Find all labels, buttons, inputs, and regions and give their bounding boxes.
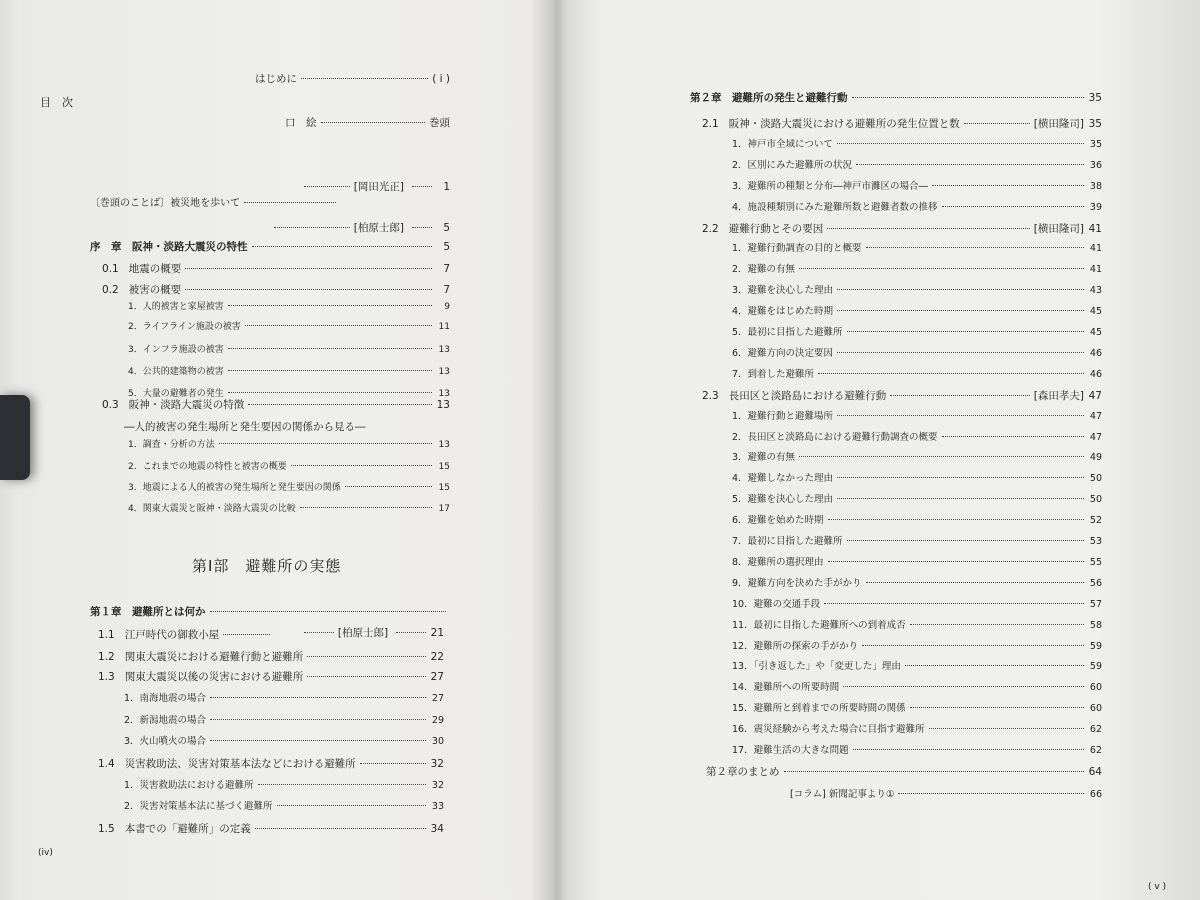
toc-author-line [300,180,450,194]
toc-entry [732,201,1102,215]
leader-dots [827,228,1030,229]
leader-dots [818,373,1084,374]
toc-entry [128,320,450,334]
leader-dots [799,268,1084,269]
toc-text: 9．避難方向を決めた手がかり [732,578,862,589]
toc-text: 序 章 阪神・淡路大震災の特性 [90,241,248,253]
toc-text: 3．避難を決心した理由 [732,285,834,296]
toc-entry [732,263,1102,277]
toc-text: 2．ライフライン施設の被害 [128,322,241,332]
toc-text: 16．震災経験から考えた場合に目指す避難所 [732,724,925,735]
toc-text: はじめに [255,73,297,85]
toc-page: 47 [1088,390,1102,402]
toc-entry-frontispiece [255,116,450,130]
toc-text: 13．「引き返した」や「変更した」理由 [732,661,901,672]
leader-dots [248,404,432,405]
toc-entry [732,326,1102,340]
leader-dots [185,289,432,290]
leader-dots [245,325,432,326]
toc-text: 〔巻頭のことば〕被災地を歩いて [90,198,241,209]
toc-entry [732,242,1102,256]
toc-page: 7 [443,284,450,296]
leader-dots [964,123,1030,124]
toc-page: 17 [438,504,450,514]
leader-dots [910,624,1084,625]
leader-dots [837,289,1084,290]
toc-number: 0.1 [102,263,119,275]
toc-page: 66 [1089,789,1102,800]
toc-page: 30 [431,736,444,747]
leader-dots [862,645,1084,646]
toc-text: 17．避難生活の大きな問題 [732,745,849,756]
toc-text: 地震の概要 [128,263,182,275]
toc-page: 59 [1089,661,1102,672]
toc-page: 45 [1089,327,1102,338]
toc-entry [732,640,1102,654]
leader-dots [307,676,426,677]
toc-text: 4．避難をはじめた時期 [732,306,834,317]
toc-text: 2．区別にみた避難所の状況 [732,160,853,171]
leader-dots [228,348,432,349]
toc-text: 4．施設種類別にみた避難所数と避難者数の推移 [732,202,938,213]
leader-dots [837,352,1084,353]
toc-text: 関東大震災以後の災害における避難所 [124,671,304,683]
toc-page: 35 [1088,92,1102,104]
toc-text: 3．インフラ施設の被害 [128,345,224,355]
toc-text: 1．人的被害と家屋被害 [128,302,224,312]
toc-page: 11 [438,322,450,332]
toc-page: 49 [1089,452,1102,463]
toc-page: 5 [443,241,450,253]
toc-page: 1 [443,181,450,193]
toc-entry-preface [255,72,450,86]
leader-dots [300,507,432,508]
toc-entry [732,702,1102,716]
toc-entry [732,535,1102,549]
leader-dots [929,728,1084,729]
leader-dots [905,665,1084,666]
toc-page: 15 [438,462,450,472]
toc-text: 3．避難所の種類と分布―神戸市灘区の場合― [732,181,929,192]
toc-text: 口 絵 [285,117,317,129]
toc-page: 50 [1089,494,1102,505]
toc-page: 21 [430,627,445,639]
toc-page: 34 [430,823,444,835]
toc-number: 1.5 [98,823,115,835]
leader-dots [360,763,426,764]
toc-page: 43 [1089,285,1102,296]
toc-number: 2.1 [702,118,719,130]
leader-dots [252,246,433,247]
toc-author: [岡田光正] [353,181,404,193]
toc-page: 27 [430,671,444,683]
toc-author: [柏原士郎] [353,222,404,234]
toc-author: [横田隆司] [1033,118,1084,130]
toc-entry [128,300,450,314]
toc-text: 被害の概要 [128,284,182,296]
toc-number: 0.3 [102,399,119,411]
leader-dots [223,634,270,635]
leader-dots [244,202,336,203]
toc-entry [124,779,444,793]
toc-text: 第２章のまとめ [706,766,780,778]
leader-dots [847,331,1084,332]
leader-dots [210,611,447,612]
leader-dots [942,206,1084,207]
leader-dots [866,582,1084,583]
leader-dots [219,443,432,444]
toc-page: 13 [436,399,450,411]
toc-entry [732,368,1102,382]
toc-entry [128,365,450,379]
leader-dots [210,719,426,720]
toc-page: 13 [438,440,450,450]
toc-entry-opening-words [90,197,340,211]
toc-page: 45 [1089,306,1102,317]
toc-text: 6．避難方向の決定要因 [732,348,834,359]
toc-text: 災害救助法、災害対策基本法などにおける避難所 [124,758,356,770]
toc-text: 江戸時代の御救小屋 [124,629,220,641]
leader-dots [853,749,1084,750]
toc-text: 7．到着した避難所 [732,369,815,380]
toc-entry [124,800,444,814]
toc-number: 0.2 [102,284,119,296]
toc-text: ―人的被害の発生場所と発生要因の関係から見る― [124,421,366,433]
toc-entry [732,472,1102,486]
toc-text: 14．避難所への所要時間 [732,682,840,693]
toc-text: 1．神戸市全域について [732,139,833,150]
toc-page: 13 [438,367,450,377]
toc-text: 12．避難所の探索の手がかり [732,641,859,652]
leader-dots [784,771,1085,772]
toc-page: 32 [430,758,444,770]
toc-author: [横田隆司] [1033,223,1084,235]
toc-entry [102,262,450,276]
toc-page: 巻頭 [429,117,450,129]
page-folio-right: ( v ) [1148,882,1167,892]
part-heading: 第Ⅰ部 避難所の実態 [192,557,342,575]
toc-page: 52 [1089,515,1102,526]
leader-dots [824,603,1084,604]
toc-text: 阪神・淡路大震災における避難所の発生位置と数 [728,118,960,130]
toc-text: 本書での「避難所」の定義 [124,823,251,835]
toc-entry [128,438,450,452]
toc-entry [98,650,444,664]
toc-page: 33 [431,801,444,812]
toc-entry [732,180,1102,194]
toc-entry [98,628,288,642]
toc-entry [98,670,444,684]
toc-page: 46 [1089,369,1102,380]
toc-entry [732,744,1102,758]
toc-text: 2．避難の有無 [732,264,796,275]
leader-dots [301,78,428,79]
toc-page: 62 [1089,745,1102,756]
toc-page: 50 [1089,473,1102,484]
toc-text: 7．最初に目指した避難所 [732,536,843,547]
toc-entry [702,222,1102,236]
toc-text: 長田区と淡路島における避難行動 [728,390,887,402]
toc-page: 39 [1089,202,1102,213]
leader-dots [255,828,426,829]
toc-page: 58 [1089,620,1102,631]
toc-text: 4．避難しなかった理由 [732,473,834,484]
toc-page: 29 [431,715,444,726]
toc-entry [732,138,1102,152]
toc-number: 2.2 [702,223,719,235]
leader-dots [866,247,1084,248]
leader-dots [837,143,1084,144]
toc-entry [128,343,450,357]
toc-page: 32 [431,780,444,791]
toc-page: 60 [1089,703,1102,714]
toc-author-line [270,221,450,235]
toc-author-line [300,626,444,640]
toc-page: 47 [1089,432,1102,443]
leader-dots [277,805,426,806]
toc-text: 阪神・淡路大震災の特徴 [128,399,245,411]
leader-dots [843,686,1084,687]
toc-number: 1.3 [98,671,115,683]
toc-entry [732,284,1102,298]
toc-number: 1.2 [98,651,115,663]
toc-text: 3．地震による人的被害の発生場所と発生要因の関係 [128,483,341,493]
leader-dots [258,784,426,785]
toc-page: 62 [1089,724,1102,735]
toc-text: 3．火山噴火の場合 [124,736,207,747]
toc-entry [124,420,444,434]
toc-page: 7 [443,263,450,275]
toc-entry [124,692,444,706]
toc-page: 64 [1088,766,1102,778]
leader-dots [942,436,1084,437]
leader-dots [852,97,1085,98]
toc-text: 第１章 避難所とは何か [90,606,206,618]
leader-dots [837,415,1084,416]
toc-page: 41 [1089,264,1102,275]
toc-entry [128,481,450,495]
toc-page: 9 [444,302,450,312]
toc-page: 59 [1089,641,1102,652]
toc-page: 5 [443,222,450,234]
toc-text: 2．長田区と淡路島における避難行動調査の概要 [732,432,938,443]
dark-object-shadow [0,395,30,480]
toc-text: 3．避難の有無 [732,452,796,463]
leader-dots [898,793,1084,794]
toc-page: 55 [1089,557,1102,568]
toc-page: 35 [1088,118,1102,130]
toc-number: 2.3 [702,390,719,402]
leader-dots [291,465,432,466]
leader-dots [304,632,334,633]
toc-entry [732,598,1102,612]
toc-entry [732,556,1102,570]
toc-entry [732,514,1102,528]
page-folio-left: (iv) [38,848,53,858]
toc-entry [732,619,1102,633]
toc-entry [732,577,1102,591]
toc-page: 41 [1088,223,1102,235]
toc-text: 5．避難を決心した理由 [732,494,834,505]
leader-dots [321,122,426,123]
leader-dots [910,707,1084,708]
toc-text: 8．避難所の選択理由 [732,557,824,568]
toc-entry [732,431,1102,445]
toc-text: 6．避難を始めた時期 [732,515,824,526]
toc-text: 避難行動とその要因 [728,223,824,235]
toc-text: 1．調査・分析の方法 [128,440,215,450]
toc-text: 5．大量の避難者の発生 [128,389,224,399]
toc-entry [128,502,450,516]
toc-entry [702,389,1102,403]
toc-author: [柏原士郎] [337,627,389,639]
toc-entry [732,451,1102,465]
toc-entry [706,765,1102,779]
toc-text: 11．最初に目指した避難所への到着成否 [732,620,906,631]
leader-dots [345,486,432,487]
toc-chapter2 [690,91,1102,105]
toc-entry [124,714,444,728]
leader-dots [304,186,350,187]
toc-entry [98,822,444,836]
leader-dots [307,656,426,657]
toc-author: [森田孝夫] [1033,390,1084,402]
toc-page: 13 [438,389,450,399]
leader-dots [837,498,1084,499]
toc-page: 36 [1089,160,1102,171]
toc-entry [732,493,1102,507]
toc-text: 2．新潟地震の場合 [124,715,207,726]
toc-page: 60 [1089,682,1102,693]
toc-page: 35 [1089,139,1102,150]
toc-text: 1．南海地震の場合 [124,693,207,704]
leader-dots [274,227,350,228]
toc-text: 4．公共的建築物の被害 [128,367,224,377]
toc-entry [102,283,450,297]
leader-dots [228,370,432,371]
toc-entry [732,159,1102,173]
toc-text: 第２章 避難所の発生と避難行動 [690,92,848,104]
leader-dots [210,697,426,698]
toc-entry [732,347,1102,361]
toc-text: 1．避難行動調査の目的と概要 [732,243,862,254]
toc-page: 22 [430,651,444,663]
toc-text: 関東大震災における避難行動と避難所 [124,651,304,663]
toc-chapter1 [90,605,450,619]
toc-entry [98,757,444,771]
toc-page: 27 [431,693,444,704]
leader-dots [228,392,432,393]
toc-text: 4．関東大震災と阪神・淡路大震災の比較 [128,504,296,514]
toc-page: 53 [1089,536,1102,547]
leader-dots [890,395,1030,396]
leader-dots [799,456,1084,457]
toc-text: 1．避難行動と避難場所 [732,411,834,422]
toc-text: [コラム] 新聞記事より① [790,789,895,800]
toc-number: 1.1 [98,629,115,641]
toc-page: 38 [1089,181,1102,192]
toc-entry [124,735,444,749]
leader-dots [828,519,1084,520]
toc-page: 47 [1089,411,1102,422]
toc-text: 2．これまでの地震の特性と被害の概要 [128,462,287,472]
toc-number: 1.4 [98,758,115,770]
leader-dots [837,477,1084,478]
toc-text: 15．避難所と到着までの所要時間の関係 [732,703,906,714]
leader-dots [847,540,1084,541]
leader-dots [412,186,432,187]
toc-page: 46 [1089,348,1102,359]
leader-dots [228,305,432,306]
toc-text: 2．災害対策基本法に基づく避難所 [124,801,273,812]
toc-page: 57 [1089,599,1102,610]
leader-dots [837,310,1084,311]
toc-page: 56 [1089,578,1102,589]
leader-dots [210,740,426,741]
toc-entry [732,723,1102,737]
leader-dots [396,632,426,633]
toc-page: 41 [1089,243,1102,254]
toc-text: 10．避難の交通手段 [732,599,821,610]
toc-entry [732,410,1102,424]
leader-dots [856,164,1084,165]
toc-text: 5．最初に目指した避難所 [732,327,843,338]
toc-text: 1．災害救助法における避難所 [124,780,254,791]
toc-entry-prologue [90,240,450,254]
leader-dots [828,561,1084,562]
toc-entry [732,660,1102,674]
leader-dots [932,185,1084,186]
leader-dots [185,268,432,269]
toc-entry [102,398,450,412]
toc-entry [732,305,1102,319]
toc-entry [128,460,450,474]
toc-page: ( i ) [432,73,450,85]
toc-entry [702,117,1102,131]
leader-dots [412,227,432,228]
toc-page: 13 [438,345,450,355]
toc-entry [732,681,1102,695]
contents-heading: 目 次 [40,96,73,109]
toc-page: 15 [438,483,450,493]
toc-entry [790,788,1102,802]
